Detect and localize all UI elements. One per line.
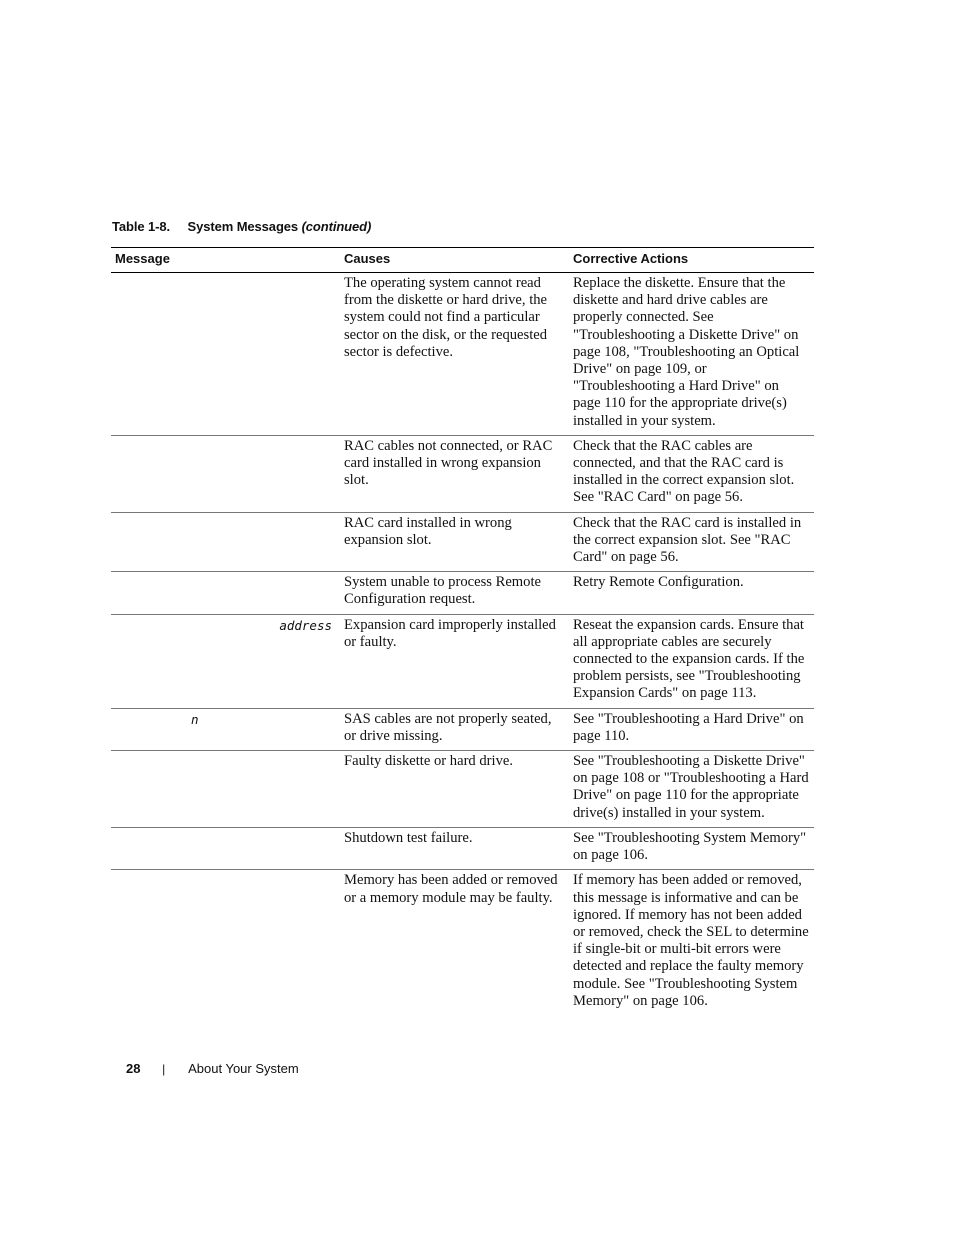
action-cell: Reseat the expansion cards. Ensure that all appropriate cables are securely connected to the expansion cards. If the problem persists, see "Troubleshooting Expansion Cards" on page 113. xyxy=(569,614,814,708)
message-cell: address xyxy=(111,614,340,708)
table-caption xyxy=(112,219,371,234)
cause-cell: Expansion card improperly installed or faulty. xyxy=(340,614,569,708)
table-row xyxy=(111,512,814,572)
message-cell xyxy=(111,512,340,572)
table-header-row xyxy=(111,248,814,273)
action-cell: If memory has been added or removed, this message is informative and can be ignored. If memory has not been added or removed, check the SEL to determine if single-bit or multi-bit errors were detected and replace the faulty memory module. See "Troubleshooting System Memory" on page 106. xyxy=(573,872,809,1009)
message-cell xyxy=(111,870,340,1015)
system-messages-table xyxy=(111,247,814,1015)
footer-section-title: About Your System xyxy=(188,1061,299,1076)
action-cell: See "Troubleshooting a Diskette Drive" on page 108 or "Troubleshooting a Hard Drive" on page 110 for the appropriate drive(s) installed in your system. xyxy=(569,751,814,828)
table-row xyxy=(111,708,814,750)
action-cell: See "Troubleshooting System Memory" on page 106. xyxy=(569,827,814,869)
header-message: Message xyxy=(111,248,340,273)
table-row xyxy=(111,614,814,708)
cause-cell: System unable to process Remote Configuration request. xyxy=(340,572,569,614)
cause-cell: RAC cables not connected, or RAC card installed in wrong expansion slot. xyxy=(340,435,569,512)
table-row xyxy=(111,751,814,828)
footer-separator: | xyxy=(162,1062,166,1076)
table-caption-number: Table 1-8. xyxy=(112,219,171,234)
header-causes: Causes xyxy=(340,248,569,273)
table-row xyxy=(111,435,814,512)
header-corrective-actions: Corrective Actions xyxy=(569,248,814,273)
message-cell xyxy=(111,435,340,512)
action-cell: Check that the RAC card is installed in the correct expansion slot. See "RAC Card" on page 56. xyxy=(569,512,814,572)
message-cell xyxy=(111,827,340,869)
cause-cell: RAC card installed in wrong expansion slot. xyxy=(340,512,569,572)
table-caption-title: System Messages xyxy=(187,219,299,234)
cause-cell: Faulty diskette or hard drive. xyxy=(340,751,569,828)
message-cell xyxy=(111,751,340,828)
action-cell: See "Troubleshooting a Hard Drive" on page 110. xyxy=(569,708,814,750)
action-cell: Retry Remote Configuration. xyxy=(569,572,814,614)
action-cell: Check that the RAC cables are connected, and that the RAC card is installed in the correct expansion slot. See "RAC Card" on page 56. xyxy=(569,435,814,512)
cause-cell: Memory has been added or removed or a memory module may be faulty. xyxy=(344,872,558,906)
cause-cell: Shutdown test failure. xyxy=(340,827,569,869)
table-caption-continued: (continued) xyxy=(301,219,372,234)
cause-cell: SAS cables are not properly seated, or drive missing. xyxy=(340,708,569,750)
message-cell xyxy=(111,273,340,436)
message-cell xyxy=(111,572,340,614)
table-row xyxy=(111,572,814,614)
message-cell: n xyxy=(111,708,340,750)
action-cell: Replace the diskette. Ensure that the diskette and hard drive cables are properly connected. See "Troubleshooting a Diskette Drive" on page 108, "Troubleshooting an Optical Drive" on page 109, or "Troubleshooting a Hard Drive" on page 110 for the appropriate drive(s) installed in your system. xyxy=(569,273,814,436)
table-row xyxy=(111,827,814,869)
table-row xyxy=(111,870,814,1015)
cause-cell: The operating system cannot read from the diskette or hard drive, the system could not find a particular sector on the disk, or the requested sector is defective. xyxy=(340,273,569,436)
page-number: 28 xyxy=(126,1061,141,1076)
table-row xyxy=(111,273,814,436)
page-footer xyxy=(126,1061,299,1076)
